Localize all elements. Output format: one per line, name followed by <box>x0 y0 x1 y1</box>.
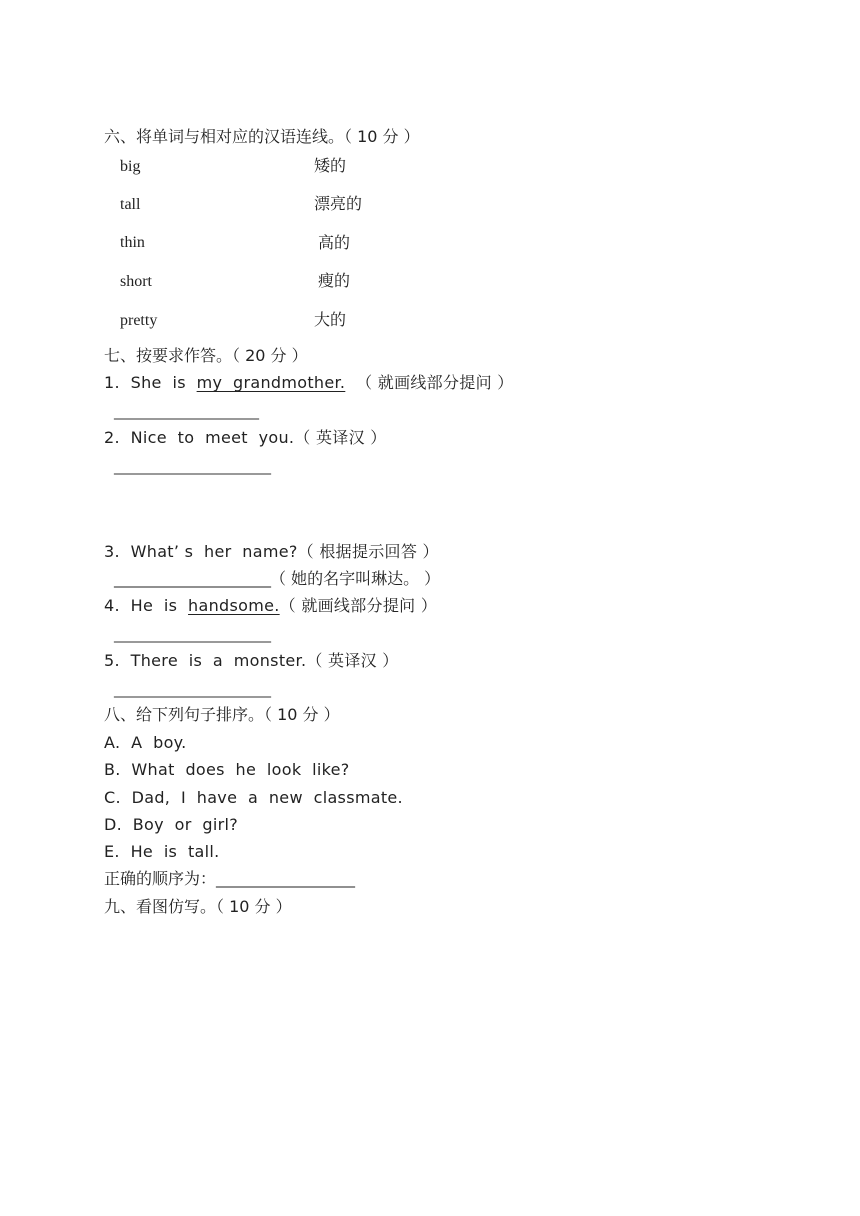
ordering-item-c: C. Dad, I have a new classmate. <box>104 788 403 807</box>
answer-blank-1[interactable]: ________________________ <box>114 404 258 420</box>
section7-heading: 七、按要求作答。（ 20 分 ） <box>104 346 308 365</box>
match-word-5: pretty <box>120 312 158 329</box>
question-1 <box>104 373 514 393</box>
match-meaning-5: 大的 <box>314 310 347 329</box>
question-4 <box>104 596 437 616</box>
match-word-4: short <box>120 273 152 290</box>
section8-heading: 八、给下列句子排序。（ 10 分 ） <box>104 705 340 724</box>
question-1-underlined: my grandmother. <box>196 373 346 392</box>
section6-heading: 六、将单词与相对应的汉语连线。（ 10 分 ） <box>104 127 420 146</box>
match-meaning-1: 矮的 <box>314 156 347 175</box>
section9-heading: 九、看图仿写。（ 10 分 ） <box>104 897 292 916</box>
answer-blank-4[interactable]: __________________________ <box>114 627 270 643</box>
match-word-1: big <box>120 158 141 175</box>
match-meaning-4: 瘦的 <box>318 271 351 290</box>
question-3-hint: （ 她的名字叫琳达。 ） <box>270 569 441 588</box>
ordering-answer-label: 正确的顺序为： <box>104 869 217 888</box>
ordering-answer-row <box>104 869 354 890</box>
match-meaning-2: 漂亮的 <box>314 194 363 213</box>
question-3-answer-row <box>114 569 440 590</box>
question-4-underlined: handsome. <box>188 596 280 615</box>
ordering-answer-blank[interactable]: _______________________ <box>216 872 355 888</box>
match-word-3: thin <box>120 234 145 251</box>
question-5: 5. There is a monster.（ 英译汉 ） <box>104 651 399 670</box>
answer-blank-5[interactable]: __________________________ <box>114 682 270 698</box>
match-meaning-3: 高的 <box>318 233 351 252</box>
question-1-instruction: （ 就画线部分提问 ） <box>345 373 514 392</box>
question-3: 3. What’ s her name?（ 根据提示回答 ） <box>104 542 439 561</box>
match-word-2: tall <box>120 196 141 213</box>
answer-blank-3[interactable]: __________________________ <box>114 572 270 588</box>
ordering-item-b: B. What does he look like? <box>104 760 350 779</box>
question-2: 2. Nice to meet you.（ 英译汉 ） <box>104 428 387 447</box>
question-4-instruction: （ 就画线部分提问 ） <box>279 596 438 615</box>
ordering-item-d: D. Boy or girl? <box>104 815 239 834</box>
question-4-prefix: 4. He is <box>104 596 189 615</box>
answer-blank-2[interactable]: __________________________ <box>114 459 270 475</box>
ordering-item-e: E. He is tall. <box>104 842 220 861</box>
ordering-item-a: A. A boy. <box>104 733 187 752</box>
question-1-prefix: 1. She is <box>104 373 197 392</box>
